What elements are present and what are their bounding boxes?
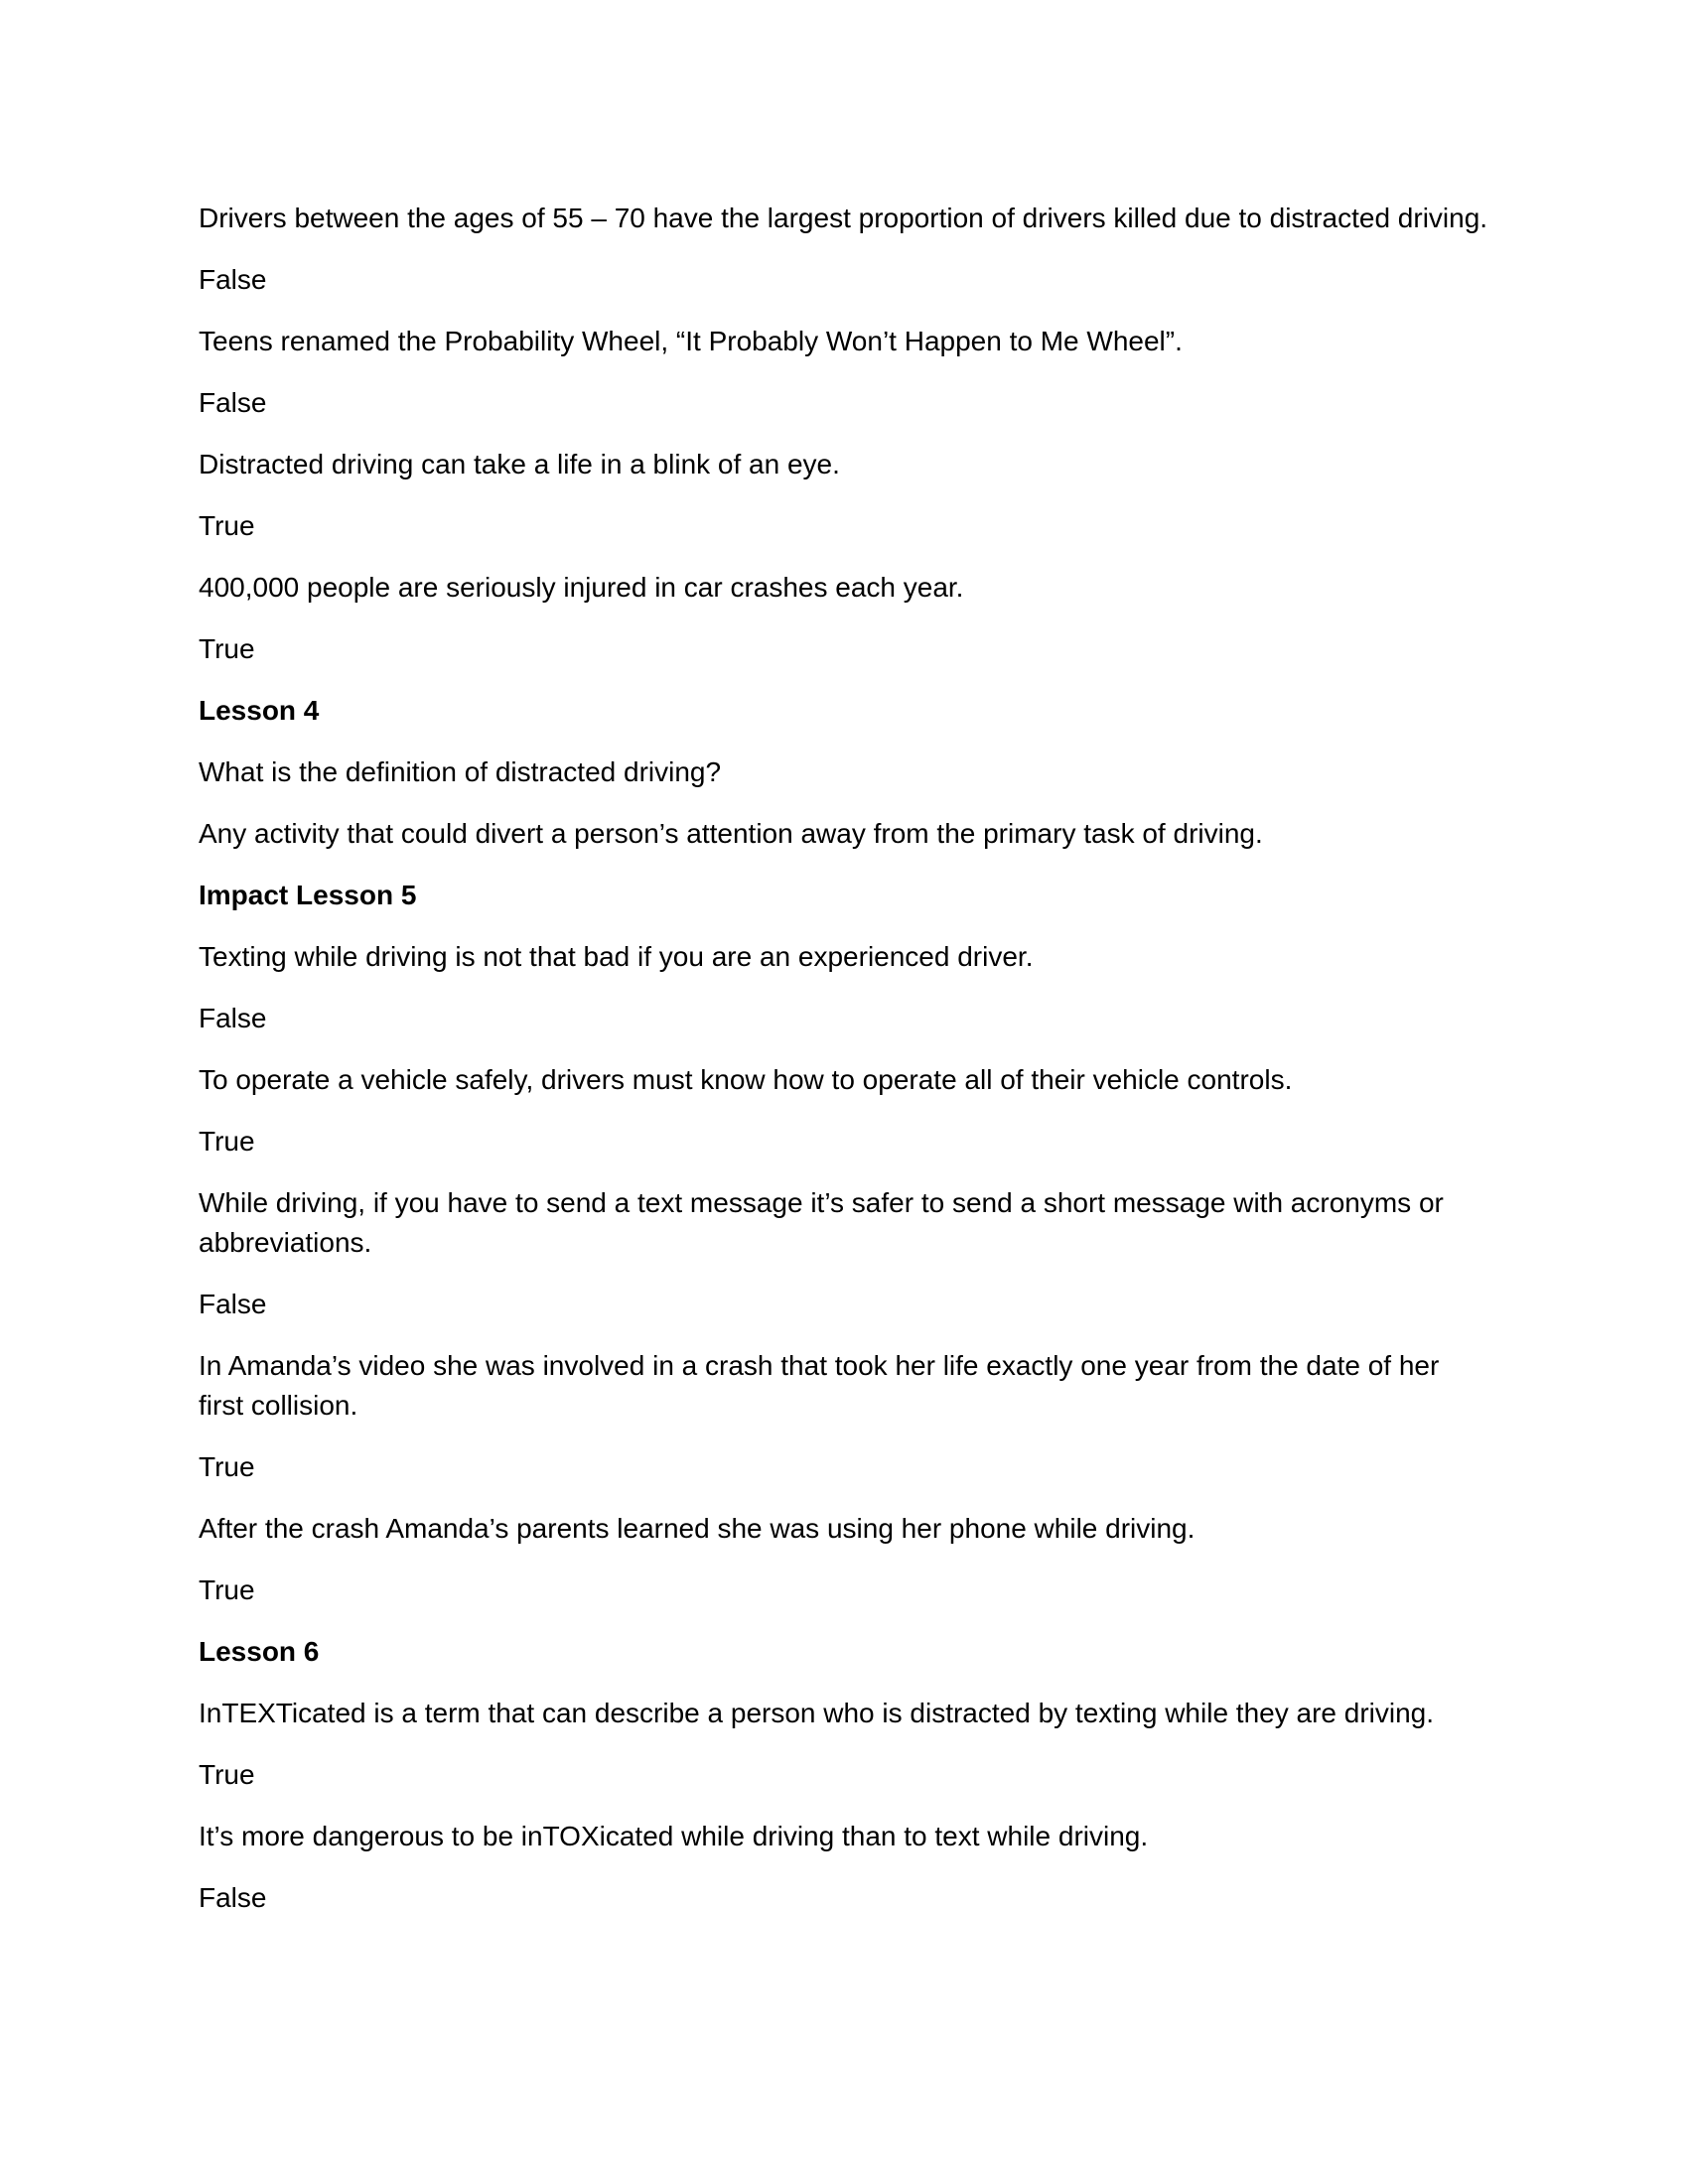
question-text: Drivers between the ages of 55 – 70 have the largest proportion of drivers killed due to distracted driving. bbox=[199, 203, 1488, 233]
question-text: After the crash Amanda’s parents learned she was using her phone while driving. bbox=[199, 1513, 1196, 1544]
question-text: What is the definition of distracted driving? bbox=[199, 756, 722, 787]
answer-text: False bbox=[199, 387, 267, 418]
answer-text: Any activity that could divert a person’s attention away from the primary task of driving. bbox=[199, 818, 1263, 849]
answer-text: True bbox=[199, 633, 255, 664]
question-text: It’s more dangerous to be inTOXicated while driving than to text while driving. bbox=[199, 1821, 1149, 1851]
answer-text: False bbox=[199, 264, 267, 295]
question-text: 400,000 people are seriously injured in car crashes each year. bbox=[199, 572, 964, 603]
answer-text: True bbox=[199, 510, 255, 541]
answer-text: False bbox=[199, 1882, 267, 1913]
section-heading: Lesson 6 bbox=[199, 1636, 320, 1667]
question-text: To operate a vehicle safely, drivers must know how to operate all of their vehicle controls. bbox=[199, 1064, 1293, 1095]
question-text: Distracted driving can take a life in a blink of an eye. bbox=[199, 449, 840, 479]
section-heading: Impact Lesson 5 bbox=[199, 880, 417, 910]
section-heading: Lesson 4 bbox=[199, 695, 320, 726]
question-text: Teens renamed the Probability Wheel, “It Probably Won’t Happen to Me Wheel”. bbox=[199, 326, 1183, 356]
question-text: While driving, if you have to send a text message it’s safer to send a short message with acronyms or abbreviations. bbox=[199, 1187, 1444, 1258]
answer-text: True bbox=[199, 1759, 255, 1790]
answer-text: True bbox=[199, 1451, 255, 1482]
answer-text: True bbox=[199, 1574, 255, 1605]
answer-text: False bbox=[199, 1003, 267, 1033]
question-text: In Amanda’s video she was involved in a crash that took her life exactly one year from the date of her first collision. bbox=[199, 1350, 1440, 1421]
answer-text: False bbox=[199, 1289, 267, 1319]
document-body bbox=[199, 199, 1489, 1940]
answer-text: True bbox=[199, 1126, 255, 1157]
question-text: InTEXTicated is a term that can describe a person who is distracted by texting while they are driving. bbox=[199, 1698, 1435, 1728]
question-text: Texting while driving is not that bad if you are an experienced driver. bbox=[199, 941, 1034, 972]
